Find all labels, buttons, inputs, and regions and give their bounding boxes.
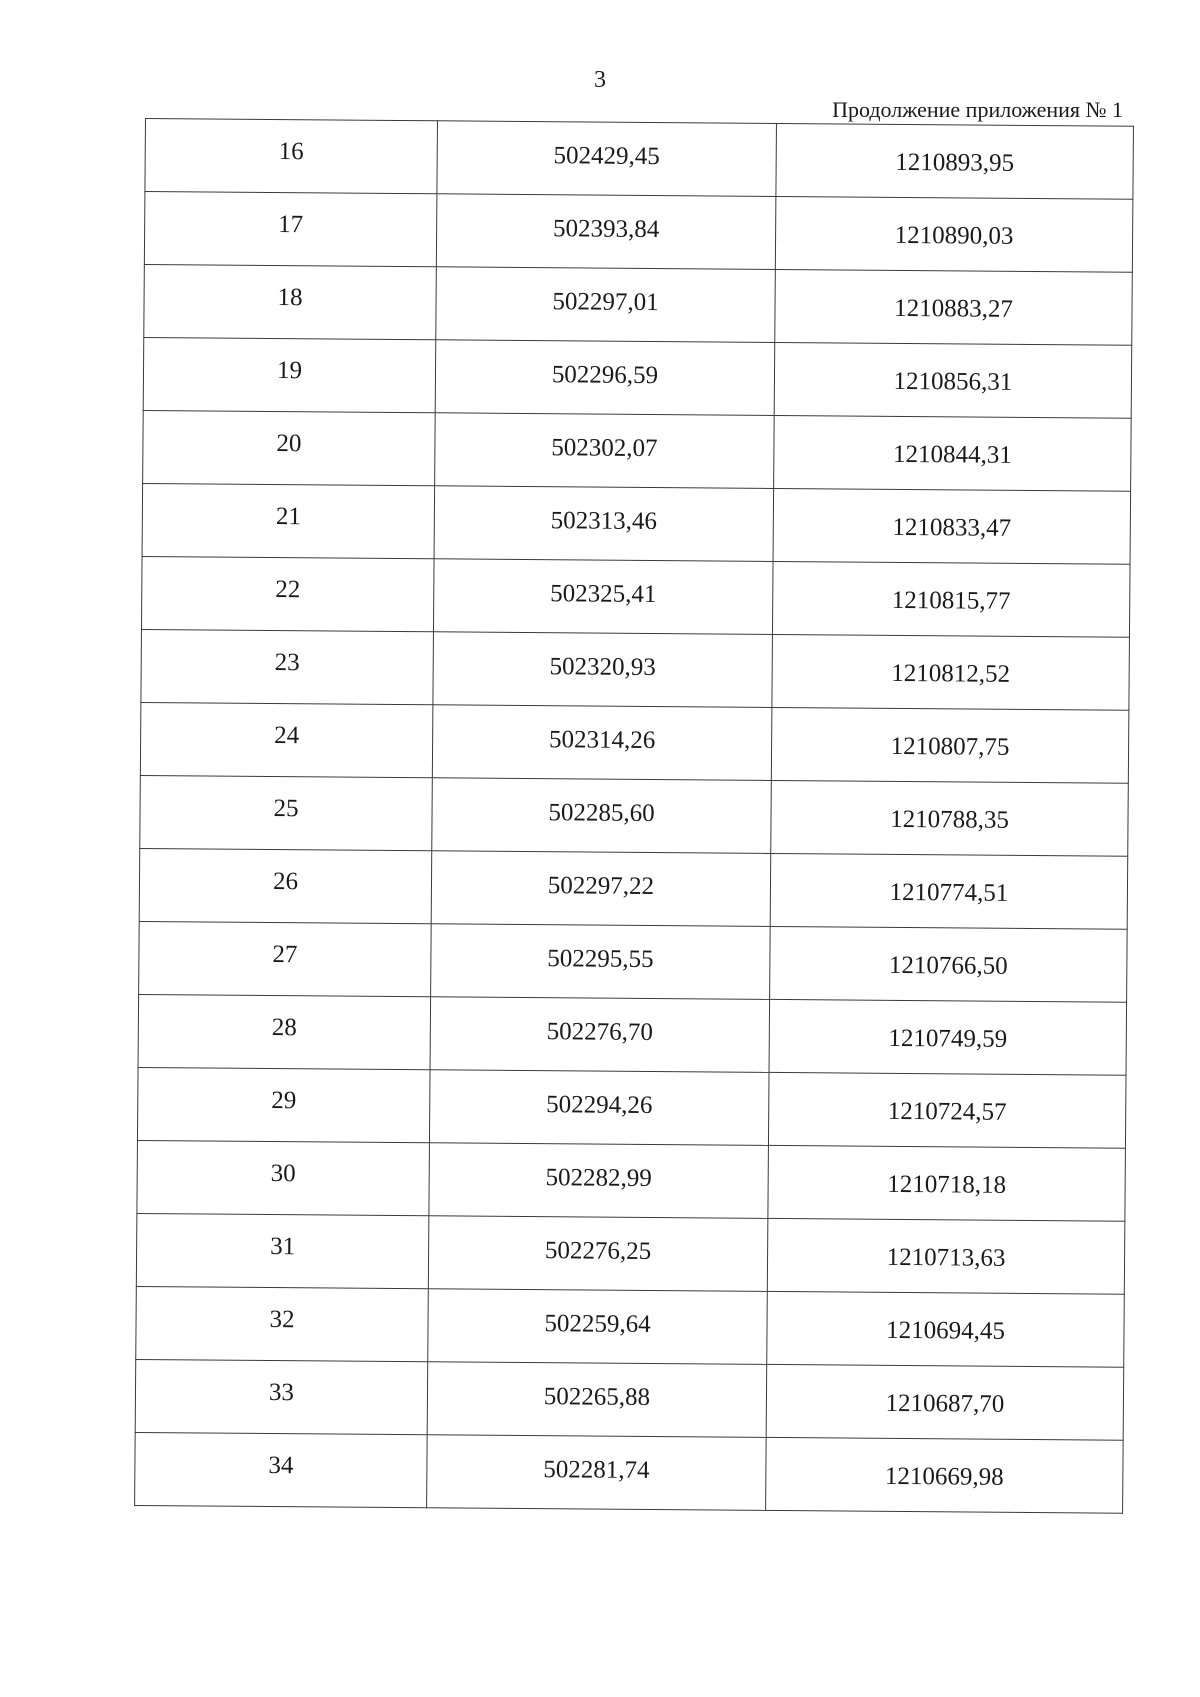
x-coordinate-cell-value: 502314,26 bbox=[548, 726, 656, 755]
table-row bbox=[135, 1432, 1124, 1513]
x-coordinate-cell-value: 502295,55 bbox=[547, 945, 654, 974]
point-number-cell-value: 22 bbox=[275, 576, 301, 604]
coordinates-table-container bbox=[134, 118, 1133, 1514]
page-number: 3 bbox=[594, 67, 606, 93]
x-coordinate-cell bbox=[436, 194, 776, 270]
x-coordinate-cell bbox=[432, 778, 772, 854]
point-number-cell bbox=[136, 1213, 429, 1288]
x-coordinate-cell-value: 502302,07 bbox=[551, 434, 658, 463]
x-coordinate-cell bbox=[436, 267, 776, 343]
point-number-cell-value: 30 bbox=[270, 1160, 296, 1188]
y-coordinate-cell bbox=[770, 853, 1128, 929]
y-coordinate-cell-value: 1210713,63 bbox=[886, 1243, 1006, 1272]
point-number-cell-value: 25 bbox=[273, 795, 299, 823]
table-row bbox=[143, 410, 1132, 491]
y-coordinate-cell-value: 1210833,47 bbox=[892, 513, 1012, 542]
point-number-cell bbox=[139, 921, 432, 996]
point-number-cell bbox=[144, 192, 437, 267]
y-coordinate-cell-value: 1210749,59 bbox=[888, 1024, 1008, 1053]
x-coordinate-cell-value: 502297,01 bbox=[552, 288, 659, 317]
point-number-cell-value: 33 bbox=[268, 1379, 295, 1407]
table-row bbox=[139, 921, 1128, 1002]
point-number-cell bbox=[138, 994, 431, 1069]
point-number-cell bbox=[137, 1140, 430, 1215]
table-row bbox=[136, 1213, 1125, 1294]
y-coordinate-cell-value: 1210766,50 bbox=[888, 951, 1008, 980]
x-coordinate-cell bbox=[434, 486, 774, 562]
y-coordinate-cell-value: 1210694,45 bbox=[886, 1316, 1005, 1345]
y-coordinate-cell-value: 1210815,77 bbox=[891, 586, 1011, 615]
point-number-cell bbox=[141, 556, 434, 631]
x-coordinate-cell bbox=[432, 705, 772, 781]
point-number-cell bbox=[140, 702, 433, 777]
y-coordinate-cell-value: 1210856,31 bbox=[893, 367, 1013, 396]
x-coordinate-cell-value: 502276,25 bbox=[544, 1237, 652, 1266]
table-row bbox=[140, 702, 1129, 783]
point-number-cell-value: 34 bbox=[268, 1452, 294, 1480]
y-coordinate-cell bbox=[775, 269, 1133, 345]
x-coordinate-cell bbox=[427, 1435, 767, 1511]
x-coordinate-cell-value: 502282,99 bbox=[545, 1164, 652, 1193]
table-row bbox=[143, 337, 1132, 418]
point-number-cell bbox=[139, 848, 432, 923]
y-coordinate-cell-value: 1210724,57 bbox=[887, 1097, 1007, 1126]
point-number-cell-value: 18 bbox=[277, 284, 303, 312]
table-row bbox=[142, 483, 1131, 564]
point-number-cell bbox=[143, 337, 436, 412]
x-coordinate-cell-value: 502259,64 bbox=[544, 1310, 651, 1339]
point-number-cell-value: 24 bbox=[274, 722, 300, 750]
table-row bbox=[141, 629, 1130, 710]
point-number-cell-value: 27 bbox=[272, 941, 298, 969]
x-coordinate-cell bbox=[435, 413, 775, 489]
table-row bbox=[135, 1359, 1124, 1440]
y-coordinate-cell bbox=[768, 1072, 1126, 1148]
point-number-cell bbox=[143, 410, 436, 485]
table-row bbox=[140, 775, 1129, 856]
point-number-cell-value: 29 bbox=[271, 1087, 297, 1115]
x-coordinate-cell bbox=[430, 997, 770, 1073]
x-coordinate-cell bbox=[429, 1070, 769, 1146]
point-number-cell bbox=[144, 264, 437, 339]
x-coordinate-cell bbox=[433, 632, 773, 708]
y-coordinate-cell-value: 1210774,51 bbox=[889, 878, 1009, 907]
x-coordinate-cell-value: 502320,93 bbox=[549, 653, 656, 682]
y-coordinate-cell bbox=[776, 123, 1134, 199]
y-coordinate-cell bbox=[771, 780, 1129, 856]
point-number-cell bbox=[140, 775, 433, 850]
point-number-cell-value: 32 bbox=[269, 1306, 295, 1334]
y-coordinate-cell bbox=[766, 1364, 1124, 1440]
y-coordinate-cell-value: 1210718,18 bbox=[887, 1170, 1007, 1199]
x-coordinate-cell bbox=[428, 1289, 768, 1365]
y-coordinate-cell-value: 1210893,95 bbox=[895, 148, 1015, 177]
table-row bbox=[139, 848, 1128, 929]
y-coordinate-cell bbox=[770, 926, 1128, 1002]
table-row bbox=[141, 556, 1130, 637]
point-number-cell-value: 16 bbox=[278, 138, 304, 166]
x-coordinate-cell bbox=[433, 559, 773, 635]
y-coordinate-cell-value: 1210687,70 bbox=[885, 1389, 1005, 1418]
y-coordinate-cell bbox=[771, 707, 1129, 783]
x-coordinate-cell bbox=[428, 1216, 768, 1292]
x-coordinate-cell-value: 502285,60 bbox=[548, 799, 655, 828]
point-number-cell-value: 28 bbox=[271, 1014, 297, 1042]
table-row bbox=[136, 1286, 1125, 1367]
x-coordinate-cell-value: 502429,45 bbox=[553, 142, 660, 171]
table-row bbox=[137, 1140, 1126, 1221]
y-coordinate-cell-value: 1210669,98 bbox=[884, 1462, 1004, 1491]
coordinates-table-body bbox=[135, 119, 1134, 1514]
point-number-cell bbox=[142, 483, 435, 558]
x-coordinate-cell bbox=[431, 851, 771, 927]
appendix-continuation-note: Продолжение приложения № 1 bbox=[832, 97, 1123, 122]
x-coordinate-cell-value: 502393,84 bbox=[552, 215, 660, 244]
x-coordinate-cell bbox=[427, 1362, 767, 1438]
point-number-cell-value: 17 bbox=[278, 211, 304, 239]
x-coordinate-cell-value: 502325,41 bbox=[550, 580, 657, 609]
y-coordinate-cell-value: 1210883,27 bbox=[894, 294, 1014, 323]
point-number-cell bbox=[145, 119, 438, 194]
x-coordinate-cell-value: 502281,74 bbox=[543, 1456, 650, 1485]
y-coordinate-cell bbox=[766, 1437, 1124, 1513]
table-row bbox=[144, 264, 1133, 345]
y-coordinate-cell bbox=[768, 1145, 1126, 1221]
x-coordinate-cell-value: 502276,70 bbox=[546, 1018, 654, 1047]
x-coordinate-cell-value: 502294,26 bbox=[546, 1091, 653, 1120]
point-number-cell bbox=[137, 1067, 430, 1142]
x-coordinate-cell bbox=[431, 924, 771, 1000]
y-coordinate-cell-value: 1210812,52 bbox=[891, 659, 1011, 688]
x-coordinate-cell-value: 502265,88 bbox=[543, 1383, 651, 1412]
y-coordinate-cell bbox=[772, 561, 1130, 637]
point-number-cell-value: 26 bbox=[272, 868, 299, 896]
y-coordinate-cell bbox=[774, 342, 1132, 418]
y-coordinate-cell bbox=[767, 1218, 1125, 1294]
point-number-cell-value: 23 bbox=[274, 649, 300, 677]
y-coordinate-cell bbox=[774, 415, 1132, 491]
x-coordinate-cell-value: 502313,46 bbox=[550, 507, 658, 536]
table-row bbox=[138, 994, 1127, 1075]
coordinates-table bbox=[134, 118, 1134, 1514]
point-number-cell bbox=[136, 1286, 429, 1361]
x-coordinate-cell bbox=[429, 1143, 769, 1219]
x-coordinate-cell bbox=[435, 340, 775, 416]
x-coordinate-cell bbox=[437, 121, 777, 197]
point-number-cell-value: 19 bbox=[276, 357, 303, 385]
table-row bbox=[145, 119, 1134, 200]
y-coordinate-cell-value: 1210890,03 bbox=[894, 221, 1014, 250]
y-coordinate-cell bbox=[772, 634, 1130, 710]
point-number-cell bbox=[135, 1432, 428, 1507]
point-number-cell bbox=[141, 629, 434, 704]
y-coordinate-cell bbox=[775, 196, 1133, 272]
point-number-cell-value: 20 bbox=[276, 430, 302, 458]
y-coordinate-cell-value: 1210807,75 bbox=[890, 732, 1010, 761]
y-coordinate-cell bbox=[769, 999, 1127, 1075]
x-coordinate-cell-value: 502296,59 bbox=[551, 361, 659, 390]
point-number-cell bbox=[135, 1359, 428, 1434]
y-coordinate-cell bbox=[773, 488, 1131, 564]
point-number-cell-value: 31 bbox=[270, 1233, 296, 1261]
y-coordinate-cell bbox=[767, 1291, 1125, 1367]
y-coordinate-cell-value: 1210844,31 bbox=[892, 440, 1012, 469]
point-number-cell-value: 21 bbox=[275, 503, 301, 531]
table-row bbox=[137, 1067, 1126, 1148]
x-coordinate-cell-value: 502297,22 bbox=[547, 872, 655, 901]
y-coordinate-cell-value: 1210788,35 bbox=[890, 805, 1009, 834]
table-row bbox=[144, 192, 1133, 273]
